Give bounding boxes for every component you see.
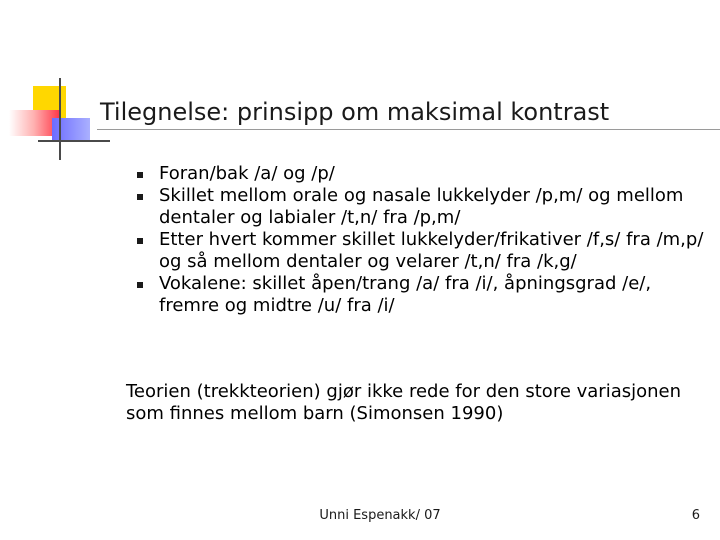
bullet-line: Skillet mellom orale og nasale lukkelyder /p,m/ og mellom xyxy=(159,185,684,206)
paragraph-line: Teorien (trekkteorien) gjør ikke rede for den store variasjonen xyxy=(126,381,682,402)
square-bullet-icon xyxy=(137,172,143,178)
logo-horizontal-line xyxy=(38,140,110,142)
logo-vertical-line xyxy=(59,78,61,160)
slide-title: Tilegnelse: prinsipp om maksimal kontrast xyxy=(100,98,610,126)
body-paragraph xyxy=(126,381,686,425)
bullet-line: Etter hvert kommer skillet lukkelyder/frikativer /f,s/ fra /m,p/ xyxy=(159,229,704,250)
page-number: 6 xyxy=(691,508,700,523)
title-underline xyxy=(97,129,720,130)
bullet-line: og så mellom dentaler og velarer /t,n/ fra /k,g/ xyxy=(159,251,577,272)
square-bullet-icon xyxy=(137,238,143,244)
bullet-item xyxy=(137,229,707,273)
bullet-line: Foran/bak /a/ og /p/ xyxy=(159,163,335,184)
square-bullet-icon xyxy=(137,194,143,200)
square-bullet-icon xyxy=(137,282,143,288)
bullet-item xyxy=(137,273,707,317)
bullet-item xyxy=(137,163,707,185)
logo-blue-square xyxy=(52,118,90,142)
bullet-line: fremre og midtre /u/ fra /i/ xyxy=(159,295,395,316)
footer-author: Unni Espenakk/ 07 xyxy=(319,508,441,523)
bullet-item xyxy=(137,185,707,229)
bullet-list xyxy=(137,163,707,317)
bullet-line: Vokalene: skillet åpen/trang /a/ fra /i/, åpningsgrad /e/, xyxy=(159,273,652,294)
paragraph-line: som finnes mellom barn (Simonsen 1990) xyxy=(126,403,504,424)
bullet-line: dentaler og labialer /t,n/ fra /p,m/ xyxy=(159,207,461,228)
